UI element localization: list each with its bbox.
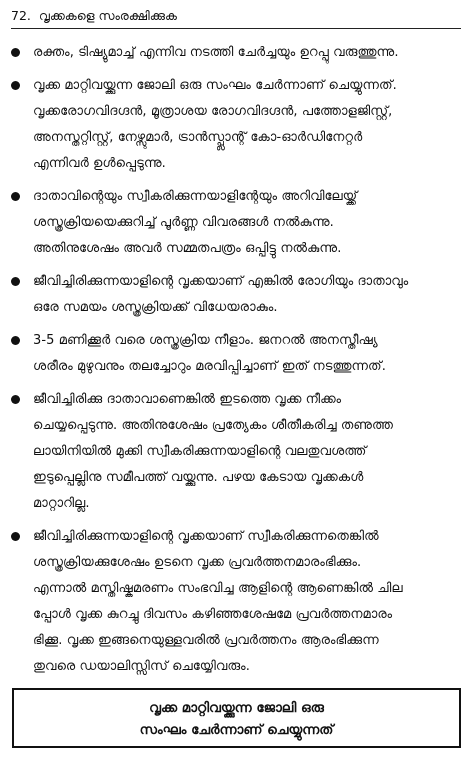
text-line: പ്പോൾ വൃക്ക കുറച്ചു ദിവസം കഴിഞ്ഞശേഷമേ പ്രവർത്തനമാരം: [33, 607, 393, 622]
text-line: ചെയ്യപ്പെടുന്നു. അതിനുശേഷം പ്രത്യേകം ശീതീകരിച്ച തണുത്ത: [33, 418, 394, 433]
bullet-list: [0, 40, 475, 687]
bullet-text: [33, 524, 461, 680]
bullet-icon: [11, 336, 20, 345]
bullet-icon: [11, 192, 20, 201]
running-header: [11, 6, 461, 29]
bullet-item: [0, 73, 475, 177]
running-title: വൃക്കകളെ സംരക്ഷിക്കുക: [38, 8, 177, 23]
text-line: ഇടുപ്പെല്ലിനു സമീപത്ത് വയ്ക്കുന്നു. പഴയ കേടായ വൃക്കകൾ: [33, 470, 364, 485]
bullet-item: [0, 40, 475, 66]
text-line: ഭിക്കൂ. വൃക്ക ഇങ്ങനെയുള്ളവരിൽ പ്രവർത്തനം ആരംഭിക്കുന്ന: [33, 633, 379, 648]
callout-box: [12, 688, 461, 748]
text-line: രക്തം, ടിഷ്യുമാച്ച് എന്നിവ നടത്തി ചേർച്ചയും ഉറപ്പു വരുത്തുന്നു.: [33, 45, 399, 60]
bullet-text: [33, 328, 461, 380]
text-line: അനസ്തറ്റിസ്റ്റ്, നേഴ്സുമാർ, ട്രാൻസ്പ്ലാന്റ് കോ-ഓർഡിനേറ്റർ: [33, 130, 363, 145]
bullet-icon: [11, 532, 20, 541]
text-line: ദാതാവിന്റെയും സ്വീകരിക്കുന്നയാളിന്റേയും അറിവിലേയ്ക്ക്: [33, 189, 358, 204]
bullet-item: [0, 184, 475, 262]
callout-line: വൃക്ക മാറ്റിവയ്ക്കുന്ന ജോലി ഒരു: [149, 700, 324, 716]
text-line: എന്നിവർ ഉൾപ്പെടുന്നു.: [33, 156, 166, 171]
text-line: വൃക്കരോഗവിദഗ്ദൻ, മൂത്രാശയ രോഗവിദഗ്ദൻ, പത്തോളജിസ്റ്റ്,: [33, 104, 393, 119]
bullet-text: [33, 73, 461, 177]
text-line: ജീവിച്ചിരിക്കു ദാതാവാണെങ്കിൽ ഇടത്തെ വൃക്ക നീക്കം: [33, 392, 342, 407]
bullet-item: [0, 524, 475, 680]
text-line: എന്നാൽ മസ്തിഷ്കമരണം സംഭവിച്ച ആളിന്റെ ആണെങ്കിൽ ചില: [33, 581, 403, 596]
bullet-text: [33, 387, 461, 517]
bullet-item: [0, 328, 475, 380]
text-line: മാറ്റാറില്ല.: [33, 496, 90, 511]
bullet-icon: [11, 81, 20, 90]
bullet-icon: [11, 48, 20, 57]
text-line: 3-5 മണിക്കൂർ വരെ ശസ്ത്രക്രിയ നീളാം. ജനറൽ അനസ്തീഷ്യ: [33, 333, 378, 348]
text-line: ഒരേ സമയം ശസ്ത്രക്രിയക്ക് വിധേയരാകും.: [33, 300, 278, 315]
text-line: തുവരെ ഡയാലിസ്സിസ് ചെയ്യേിവരും.: [33, 659, 250, 674]
bullet-icon: [11, 395, 20, 404]
bullet-text: [33, 184, 461, 262]
callout-line: സംഘം ചേർന്നാണ് ചെയ്യുന്നത്: [139, 722, 334, 738]
text-line: ജീവിച്ചിരിക്കുന്നയാളിന്റെ വൃക്കയാണ് എങ്കിൽ രോഗിയും ദാതാവും: [33, 274, 409, 289]
bullet-text: [33, 269, 461, 321]
page-number: 72.: [11, 8, 31, 23]
text-line: ശസ്ത്രക്രിയക്കുശേഷം ഉടനെ വൃക്ക പ്രവർത്തനമാരംഭിക്കും.: [33, 555, 362, 570]
text-line: അതിനുശേഷം അവർ സമ്മതപത്രം ഒപ്പിട്ടു നൽകുന്നു.: [33, 241, 342, 256]
bullet-item: [0, 269, 475, 321]
text-line: ശസ്ത്രക്രിയയെക്കുറിച്ച് പൂർണ്ണ വിവരങ്ങൾ നൽകുന്നു.: [33, 215, 334, 230]
bullet-icon: [11, 277, 20, 286]
bullet-item: [0, 387, 475, 517]
bullet-text: [33, 40, 461, 66]
text-line: ശരീരം മുഴുവനും തലച്ചോറും മരവിപ്പിച്ചാണ് ഇത് നടത്തുന്നത്.: [33, 359, 386, 374]
text-line: വൃക്ക മാറ്റിവയ്ക്കുന്ന ജോലി ഒരു സംഘം ചേർന്നാണ് ചെയ്യുന്നത്.: [33, 78, 397, 93]
text-line: ജീവിച്ചിരിക്കുന്നയാളിന്റെ വൃക്കയാണ് സ്വീകരിക്കുന്നതെങ്കിൽ: [33, 529, 379, 544]
text-line: ലായിനിയിൽ മുക്കി സ്വീകരിക്കുന്നയാളിന്റെ വലതുവശത്ത്: [33, 444, 367, 459]
